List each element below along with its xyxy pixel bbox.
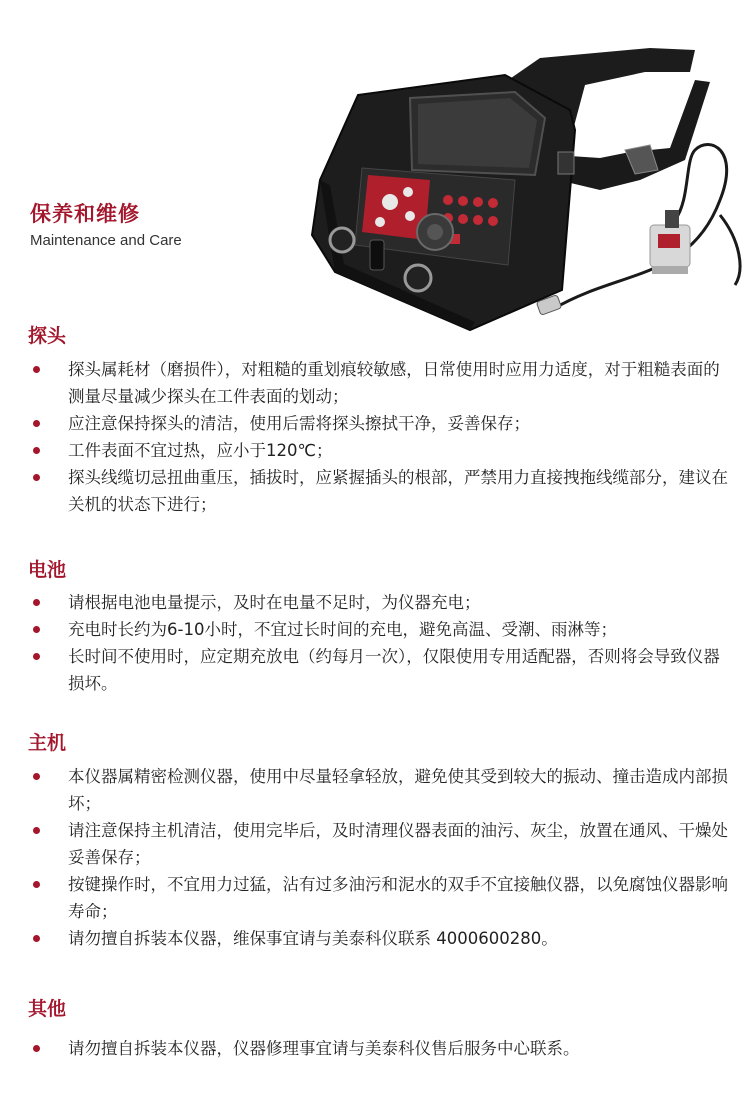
bullet-icon bbox=[33, 935, 40, 942]
page-subtitle: Maintenance and Care bbox=[30, 232, 182, 249]
list-item: 探头属耗材（磨损件），对粗糙的重划痕较敏感，日常使用时应用力适度，对于粗糙表面的测量尽量减少探头在工件表面的划动； bbox=[30, 356, 730, 410]
bullet-icon bbox=[33, 773, 40, 780]
list-item: 充电时长约为6-10小时，不宜过长时间的充电，避免高温、受潮、雨淋等； bbox=[30, 616, 730, 643]
list-item: 请勿擅自拆装本仪器，维保事宜请与美泰科仪联系 4000600280。 bbox=[30, 925, 730, 952]
bullet-icon bbox=[33, 420, 40, 427]
section-list-battery bbox=[30, 589, 730, 697]
page-title: 保养和维修 bbox=[30, 202, 140, 226]
list-item: 请根据电池电量提示，及时在电量不足时，为仪器充电； bbox=[30, 589, 730, 616]
list-item: 按键操作时，不宜用力过猛，沾有过多油污和泥水的双手不宜接触仪器，以免腐蚀仪器影响寿命； bbox=[30, 871, 730, 925]
section-heading-probe: 探头 bbox=[28, 325, 67, 347]
bullet-icon bbox=[33, 474, 40, 481]
bullet-icon bbox=[33, 1045, 40, 1052]
section-list-host bbox=[30, 763, 730, 952]
section-heading-battery: 电池 bbox=[28, 559, 67, 581]
bullet-icon bbox=[33, 599, 40, 606]
section-list-other bbox=[30, 1035, 730, 1062]
list-item: 请勿擅自拆装本仪器，仪器修理事宜请与美泰科仪售后服务中心联系。 bbox=[30, 1035, 730, 1062]
bullet-icon bbox=[33, 626, 40, 633]
section-list-probe bbox=[30, 356, 730, 518]
bullet-icon bbox=[33, 653, 40, 660]
bullet-icon bbox=[33, 827, 40, 834]
list-item: 应注意保持探头的清洁，使用后需将探头擦拭干净，妥善保存； bbox=[30, 410, 730, 437]
list-item: 工件表面不宜过热，应小于120℃； bbox=[30, 437, 730, 464]
bullet-icon bbox=[33, 881, 40, 888]
page-title-block bbox=[30, 198, 182, 249]
device-image bbox=[300, 40, 750, 360]
list-item: 探头线缆切忌扭曲重压，插拔时，应紧握插头的根部，严禁用力直接拽拖线缆部分，建议在关机的状态下进行； bbox=[30, 464, 730, 518]
bullet-icon bbox=[33, 366, 40, 373]
list-item: 本仪器属精密检测仪器，使用中尽量轻拿轻放，避免使其受到较大的振动、撞击造成内部损坏； bbox=[30, 763, 730, 817]
section-heading-host: 主机 bbox=[28, 732, 67, 754]
list-item: 长时间不使用时，应定期充放电（约每月一次），仅限使用专用适配器，否则将会导致仪器损坏。 bbox=[30, 643, 730, 697]
bullet-icon bbox=[33, 447, 40, 454]
section-heading-other: 其他 bbox=[28, 998, 67, 1020]
list-item: 请注意保持主机清洁，使用完毕后，及时清理仪器表面的油污、灰尘，放置在通风、干燥处妥善保存； bbox=[30, 817, 730, 871]
